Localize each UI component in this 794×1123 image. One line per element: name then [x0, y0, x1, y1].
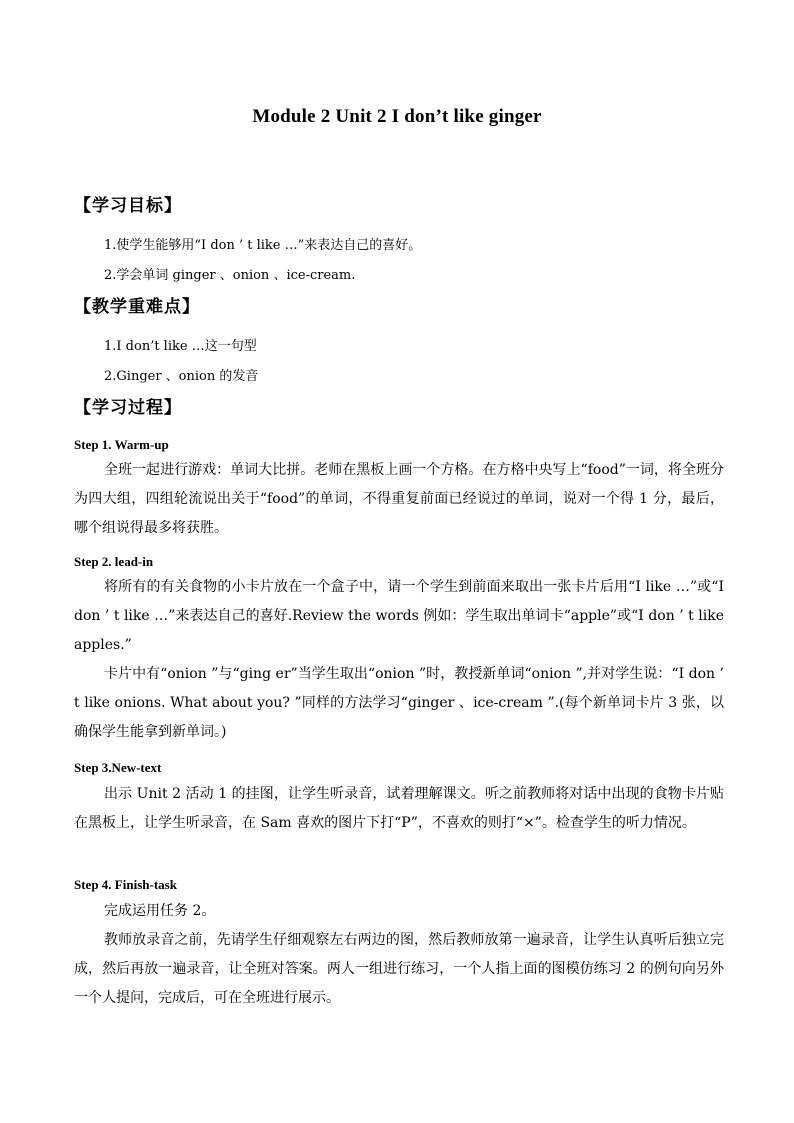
step-3-paragraph: 出示 Unit 2 活动 1 的挂图，让学生听录音，试着理解课文。听之前教师将对话中出现的食物卡片贴在黑板上，让学生听录音，在 Sam 喜欢的图片下打“P”，不喜欢的则打“×”。检查学生的听力情况。 — [74, 786, 724, 831]
keypoint-item-1: 1.I don’t like …这一句型 — [104, 339, 257, 354]
step-4-paragraph-1: 完成运用任务 2。 — [104, 903, 216, 919]
keypoint-item-2: 2.Ginger 、onion 的发音 — [104, 369, 259, 384]
goal-item-1: 1.使学生能够用“I don ’ t like …”来表达自己的喜好。 — [104, 238, 422, 253]
step-1-title: Step 1. Warm-up — [74, 437, 169, 452]
step-2-title: Step 2. lead-in — [74, 554, 154, 569]
goal-item-2: 2.学会单词 ginger 、onion 、ice-cream. — [104, 268, 356, 283]
section-heading-process: 【学习过程】 — [74, 398, 182, 418]
step-4-paragraph-2: 教师放录音之前，先请学生仔细观察左右两边的图，然后教师放第一遍录音，让学生认真听后独立完成，然后再放一遍录音，让全班对答案。两人一组进行练习，一个人指上面的图模仿练习 2 的例句向另外一个人提问，完成后，可在全班进行展示。 — [74, 932, 724, 1006]
step-2-paragraph-1: 将所有的有关食物的小卡片放在一个盒子中，请一个学生到前面来取出一张卡片后用“I like …”或“I don ’ t like …”来表达自己的喜好.Review the words 例如：学生取出单词卡“apple”或“I don ’ t like apples.” — [74, 579, 724, 653]
section-heading-keypoints: 【教学重难点】 — [74, 297, 200, 317]
step-2-paragraph-2: 卡片中有“onion ”与“ging er”当学生取出“onion ”时，教授新单词“onion ”,并对学生说：“I don ’ t like onions. What about you? ”同样的方法学习“ginger 、ice-cream ”.(每个新单词卡片 3 张，以确保学生能拿到新单词。) — [74, 666, 724, 740]
section-heading-goals: 【学习目标】 — [74, 196, 182, 216]
step-1-paragraph: 全班一起进行游戏：单词大比拼。老师在黑板上画一个方格。在方格中央写上“food”一词，将全班分为四大组，四组轮流说出关于“food”的单词，不得重复前面已经说过的单词，说对一个得 1 分，最后，哪个组说得最多将获胜。 — [74, 462, 724, 536]
document-title: Module 2 Unit 2 I don’t like ginger — [252, 106, 542, 127]
step-4-title: Step 4. Finish-task — [74, 877, 177, 892]
step-3-title: Step 3.New-text — [74, 760, 162, 775]
